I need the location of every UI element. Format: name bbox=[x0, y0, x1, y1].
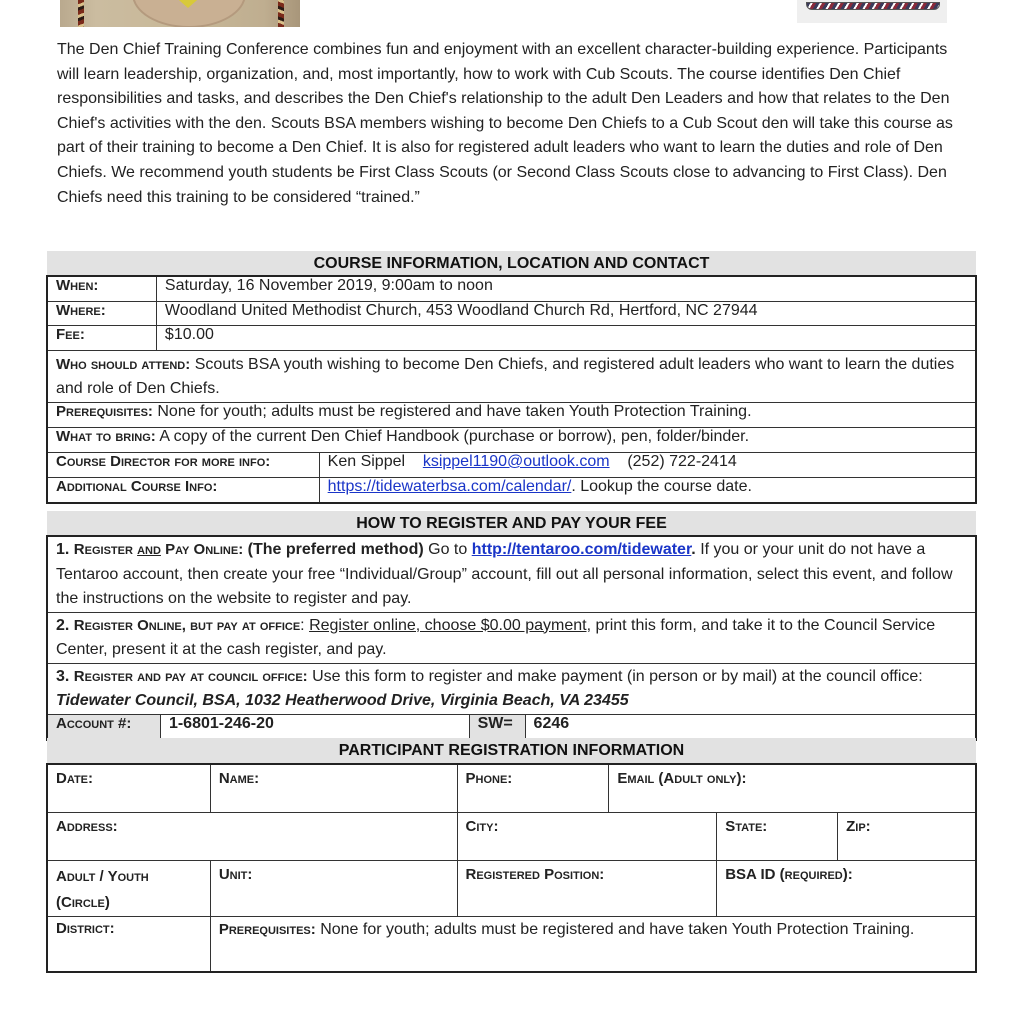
account-label: Account #: bbox=[48, 714, 161, 739]
option-1-dot: . bbox=[691, 541, 696, 558]
option-1-number: 1. bbox=[56, 541, 74, 558]
additional-text: . Lookup the course date. bbox=[571, 478, 752, 495]
participant-prereq-label: Prerequisites: bbox=[218, 921, 316, 938]
register-option-3 bbox=[48, 663, 976, 714]
who-value: Scouts BSA youth wishing to become Den Chiefs, and registered adult leaders who want to learn the duties and role of Den Chiefs. bbox=[56, 356, 955, 397]
lanyard-cord-right bbox=[278, 0, 284, 27]
participant-row-1 bbox=[48, 765, 976, 813]
when-value: Saturday, 16 November 2019, 9:00am to noon bbox=[156, 277, 975, 302]
option-1-label-and: and bbox=[137, 541, 161, 558]
where-label: Where: bbox=[48, 302, 157, 326]
option-1-label-a: Register bbox=[73, 541, 138, 558]
adult-youth-field[interactable] bbox=[48, 861, 211, 917]
option-1-text: If you or your unit do not have a Tentaroo account, then create your free “Individual/Group” account, fill out all personal information, select this event, and follow the instructions on the website to register and pay. bbox=[56, 541, 953, 607]
when-label: When: bbox=[48, 277, 157, 302]
option-2-colon: : bbox=[300, 616, 310, 634]
account-value: 1-6801-246-20 bbox=[160, 714, 469, 739]
prereq-label: Prerequisites: bbox=[56, 403, 153, 420]
where-row bbox=[48, 302, 976, 326]
sw-value: 6246 bbox=[525, 714, 975, 739]
bring-value: A copy of the current Den Chief Handbook (purchase or borrow), pen, folder/binder. bbox=[159, 428, 750, 445]
option-2-underlined: Register online, choose $0.00 payment, bbox=[309, 616, 592, 634]
option-3-number: 3. bbox=[56, 667, 74, 685]
option-1-goto: Go to bbox=[423, 541, 472, 558]
tentaroo-link[interactable]: http://tentaroo.com/tidewater bbox=[471, 541, 692, 558]
name-field[interactable]: Name: bbox=[210, 765, 457, 813]
course-info-table bbox=[47, 276, 976, 503]
adult-youth-label: Adult / Youth bbox=[56, 868, 149, 885]
director-name: Ken Sippel bbox=[327, 453, 406, 470]
prereq-row bbox=[48, 403, 976, 428]
address-field[interactable]: Address: bbox=[48, 813, 458, 861]
unit-field[interactable]: Unit: bbox=[210, 861, 457, 917]
rope-image bbox=[806, 2, 940, 10]
participant-row-3 bbox=[48, 861, 976, 917]
option-3-label: Register and pay at council office: bbox=[73, 667, 308, 685]
district-field[interactable]: District: bbox=[48, 917, 211, 972]
intro-paragraph: The Den Chief Training Conference combines fun and enjoyment with an excellent character-building experience. Participants will learn leadership, organization, and, most importantly, how to work with Cub Scouts. The course identifies Den Chief responsibilities and tasks, and describes the Den Chief's relationship to the adult Den Leaders and how that relates to the Den Chief's activities with the den. Scouts BSA members wishing to become Den Chiefs to a Cub Scout den will take this course as part of their training to become a Den Chief. It is also for registered adult leaders who want to learn the duties and role of Den Chiefs. We recommend youth students be First Class Scouts (or Second Class Scouts close to advancing to First Class). Den Chiefs need this training to be considered “trained.” bbox=[57, 41, 953, 206]
who-row bbox=[48, 351, 976, 403]
zip-field[interactable]: Zip: bbox=[838, 813, 976, 861]
option-1-preferred: (The preferred method) bbox=[243, 541, 424, 558]
cub-scout-emblem bbox=[172, 0, 204, 8]
participant-table bbox=[47, 764, 976, 972]
scout-uniform-photo bbox=[60, 0, 300, 27]
calendar-link[interactable]: https://tidewaterbsa.com/calendar/ bbox=[327, 478, 572, 495]
fee-row bbox=[48, 326, 976, 351]
option-2-text: print this form, and take it to the Council Service Center, present it at the cash register, and pay. bbox=[56, 616, 936, 658]
city-field[interactable]: City: bbox=[457, 813, 717, 861]
register-option-2 bbox=[48, 612, 976, 663]
course-info-heading: COURSE INFORMATION, LOCATION AND CONTACT bbox=[47, 251, 976, 276]
additional-label: Additional Course Info: bbox=[48, 478, 320, 503]
lanyard-cord-left bbox=[78, 0, 84, 27]
sw-label: SW= bbox=[469, 714, 525, 739]
who-label: Who should attend: bbox=[56, 356, 191, 373]
participant-row-2 bbox=[48, 813, 976, 861]
register-heading: HOW TO REGISTER AND PAY YOUR FEE bbox=[47, 511, 976, 536]
fee-value: $10.00 bbox=[156, 326, 975, 351]
option-1-label-b: Pay Online: bbox=[160, 541, 244, 558]
account-row bbox=[48, 714, 976, 739]
fee-label: Fee: bbox=[48, 326, 157, 351]
participant-row-4 bbox=[48, 917, 976, 972]
participant-prereq-value: None for youth; adults must be registered and have taken Youth Protection Training. bbox=[320, 921, 915, 938]
circle-label: (Circle) bbox=[56, 894, 110, 911]
prereq-value: None for youth; adults must be registered and have taken Youth Protection Training. bbox=[157, 403, 752, 420]
registered-position-field[interactable]: Registered Position: bbox=[457, 861, 717, 917]
director-row bbox=[48, 453, 976, 478]
when-row bbox=[48, 277, 976, 302]
bring-label: What to bring: bbox=[56, 428, 156, 445]
email-field[interactable]: Email (Adult only): bbox=[609, 765, 976, 813]
option-2-label: Register Online, but pay at office bbox=[73, 616, 301, 634]
participant-heading: PARTICIPANT REGISTRATION INFORMATION bbox=[47, 738, 976, 764]
phone-field[interactable]: Phone: bbox=[457, 765, 609, 813]
option-3-text: Use this form to register and make payment (in person or by mail) at the council office: bbox=[307, 667, 923, 685]
option-2-number: 2. bbox=[56, 616, 74, 634]
director-phone: (252) 722-2414 bbox=[627, 453, 737, 470]
council-address: Tidewater Council, BSA, 1032 Heatherwood Drive, Virginia Beach, VA 23455 bbox=[56, 692, 629, 709]
director-email-link[interactable]: ksippel1190@outlook.com bbox=[422, 453, 610, 470]
register-option-1 bbox=[48, 537, 976, 613]
where-value: Woodland United Methodist Church, 453 Woodland Church Rd, Hertford, NC 27944 bbox=[156, 302, 975, 326]
register-table bbox=[47, 536, 976, 740]
director-label: Course Director for more info: bbox=[48, 453, 320, 478]
date-field[interactable]: Date: bbox=[48, 765, 211, 813]
bsa-id-field[interactable]: BSA ID (required): bbox=[717, 861, 976, 917]
bring-row bbox=[48, 428, 976, 453]
rope-knot-photo bbox=[797, 0, 947, 23]
additional-row bbox=[48, 478, 976, 503]
state-field[interactable]: State: bbox=[717, 813, 838, 861]
